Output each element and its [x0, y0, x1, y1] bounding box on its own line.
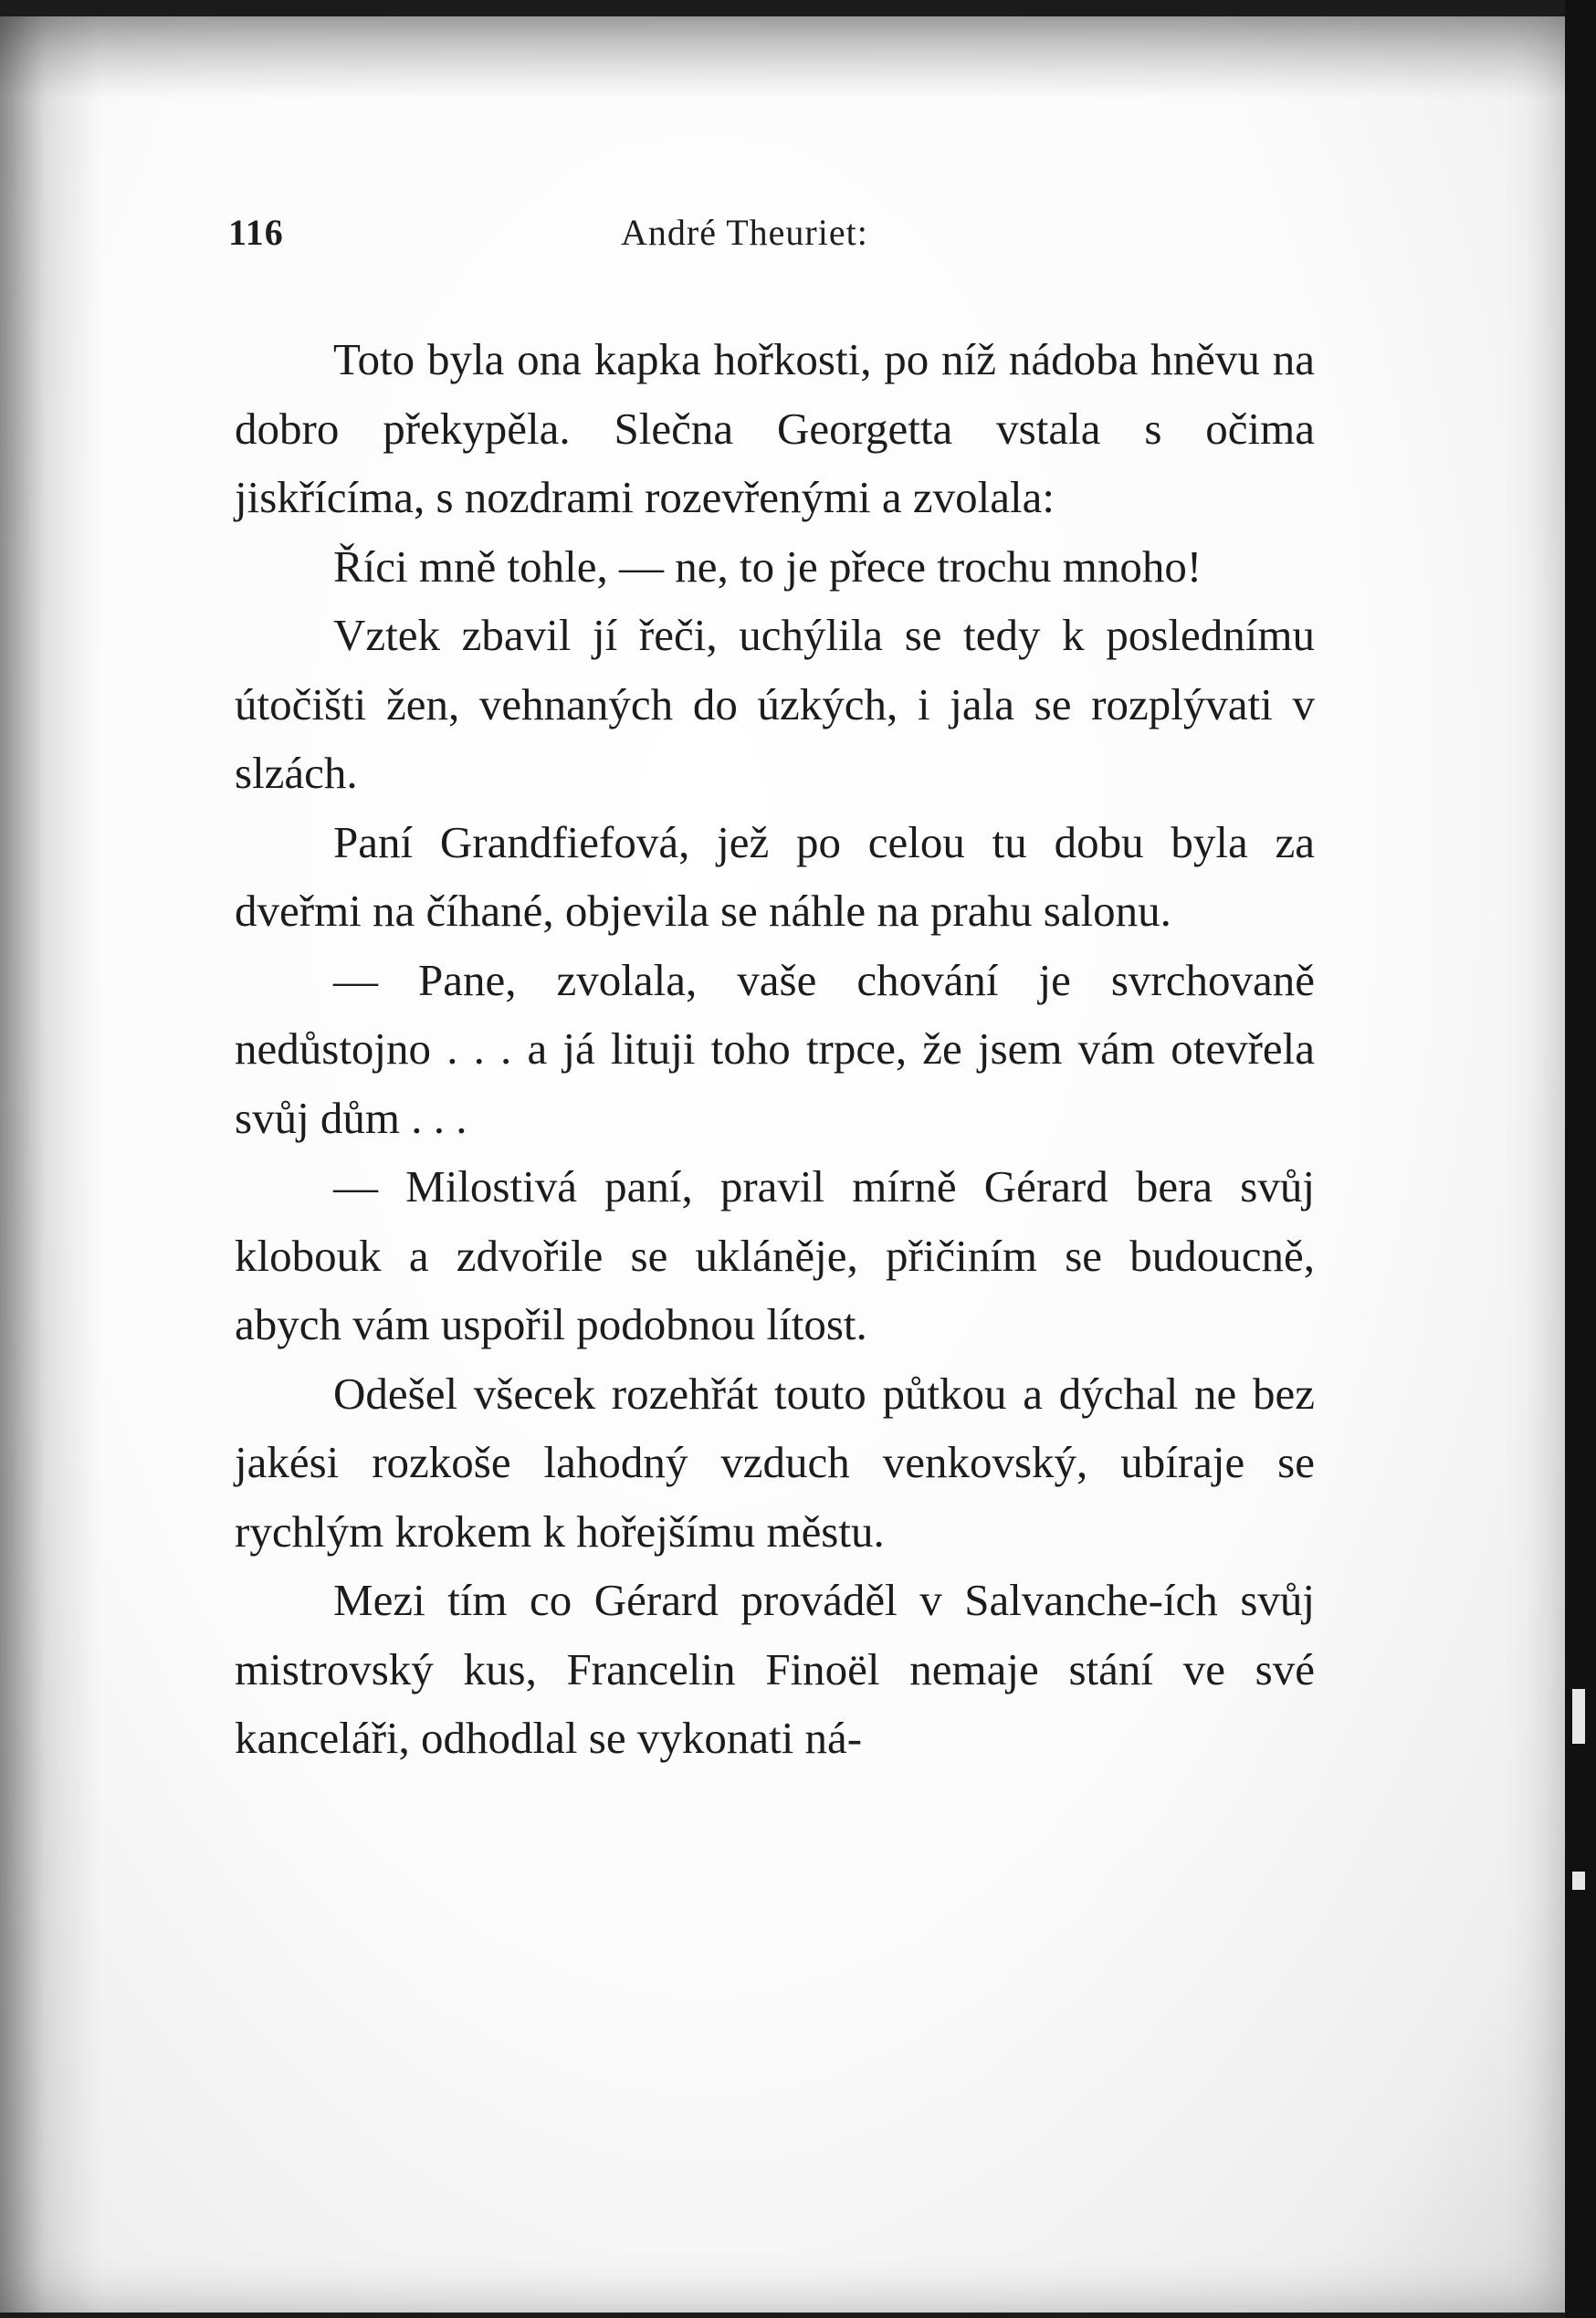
- paragraph: Mezi tím co Gérard prováděl v Salvanche-ích svůj mistrovský kus, Francelin Finoël nemaje stání ve své kanceláři, odhodlal se vykonati ná-: [235, 1575, 1315, 1763]
- running-head: André Theuriet:: [621, 212, 868, 253]
- page-number: 116: [228, 212, 284, 253]
- page-header: [228, 211, 1315, 266]
- edge-mark: [1572, 1689, 1585, 1744]
- paragraph: Vztek zbavil jí řeči, uchýlila se tedy k poslednímu útočišti žen, vehnaných do úzkých, i jala se rozplývati v slzách.: [235, 610, 1315, 798]
- paragraph: Říci mně tohle, — ne, to je přece trochu mnoho!: [333, 540, 1202, 592]
- binding-shadow: [0, 16, 100, 2313]
- paragraph: Odešel všecek rozehřát touto půtkou a dýchal ne bez jakési rozkoše lahodný vzduch venkovský, ubíraje se rychlým krokem k hořejšímu městu.: [235, 1368, 1315, 1557]
- top-edge-shadow: [0, 16, 1565, 99]
- paragraph: — Milostivá paní, pravil mírně Gérard bera svůj klobouk a zdvořile se ukláněje, přičiním se budoucně, abych vám uspořil podobnou lítost.: [235, 1161, 1315, 1349]
- paragraph: Toto byla ona kapka hořkosti, po níž nádoba hněvu na dobro překypěla. Slečna Georgetta vstala s očima jiskřícíma, s nozdrami rozevřenými a zvolala:: [235, 334, 1315, 522]
- edge-mark: [1572, 1872, 1585, 1890]
- scanner-edge: [1565, 0, 1596, 2318]
- paragraph: Paní Grandfiefová, jež po celou tu dobu byla za dveřmi na číhané, objevila se náhle na prahu salonu.: [235, 816, 1315, 936]
- paragraph: — Pane, zvolala, vaše chování je svrchovaně nedůstojno . . . a já lituji toho trpce, že jsem vám otevřela svůj dům . . .: [235, 954, 1315, 1143]
- body-text: [235, 325, 1315, 1773]
- book-page: [0, 16, 1565, 2313]
